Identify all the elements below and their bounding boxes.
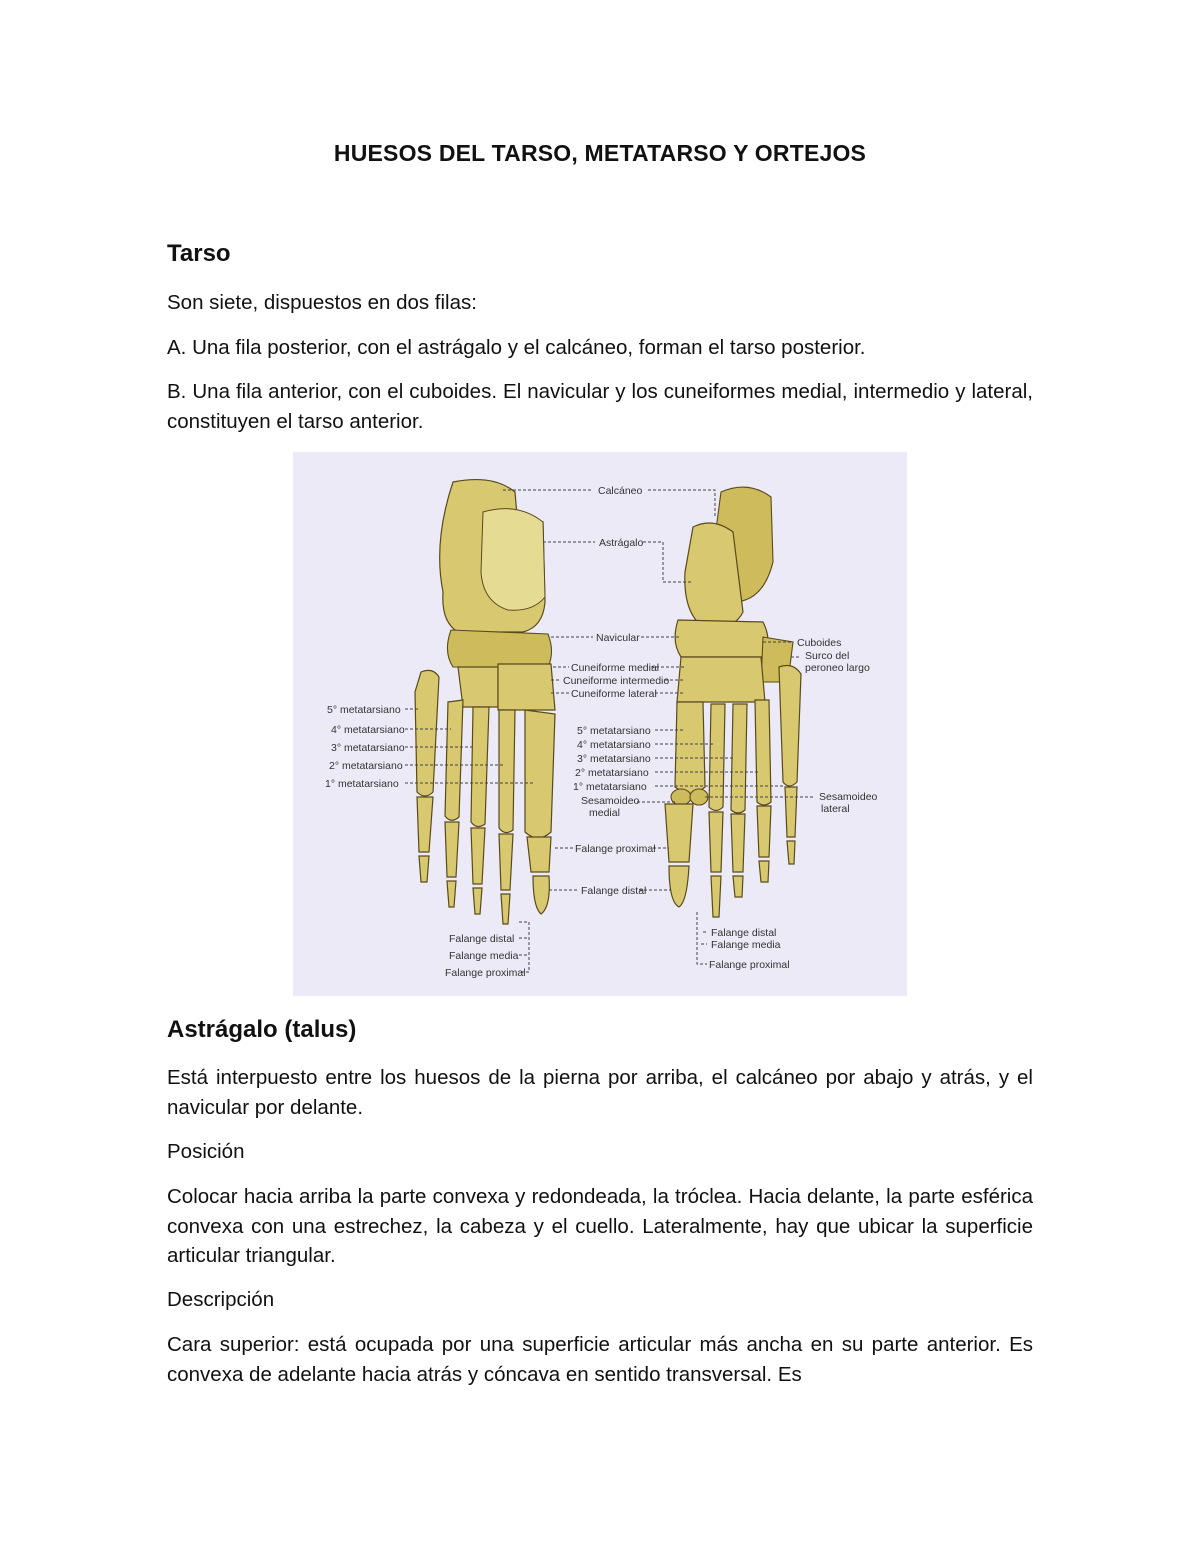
paragraph-tarso-a: A. Una fila posterior, con el astrágalo y el calcáneo, forman el tarso posterior.: [167, 336, 866, 359]
paragraph-posicion: Colocar hacia arriba la parte convexa y redondeada, la tróclea. Hacia delante, la parte esférica convexa con una estrechez, la cabeza y el cuello. Lateralmente, hay que ubicar la superficie articular triangular.: [167, 1185, 1033, 1267]
label-met4-left: 4° metatarsiano: [331, 724, 405, 736]
right-phalanx-3-proximal: [731, 814, 745, 872]
label-sesamoideo-lateral-2: lateral: [821, 803, 850, 815]
right-metatarsal-2: [709, 704, 725, 811]
paragraph-descripcion: Cara superior: está ocupada por una superficie articular más ancha en su parte anterior. Es convexa de adelante hacia atrás y cóncava en sentido transversal. Es: [167, 1333, 1033, 1386]
left-navicular: [447, 630, 551, 667]
label-falange-media-left: Falange media: [449, 950, 519, 962]
left-phalanx-2-proximal: [499, 834, 513, 890]
section-heading-astragalo: Astrágalo (talus): [167, 1016, 357, 1043]
section-heading-tarso: Tarso: [167, 240, 231, 267]
label-surco-1: Surco del: [805, 650, 850, 662]
left-phalanx-4-distal: [447, 881, 456, 907]
right-phalanx-3-distal: [733, 876, 743, 897]
right-cuneiforms: [677, 657, 765, 702]
label-descripcion: Descripción: [167, 1288, 275, 1311]
label-falange-distal-left: Falange distal: [449, 933, 515, 945]
label-falange-proximal-right: Falange proximal: [709, 959, 790, 971]
right-sesamoid-medial: [671, 789, 691, 805]
paragraph-tarso-b: B. Una fila anterior, con el cuboides. El navicular y los cuneiformes medial, intermedio y lateral, constituyen el tarso anterior.: [167, 380, 1033, 433]
right-metatarsal-3: [731, 704, 747, 813]
left-talus-trochlea: [481, 509, 545, 611]
left-phalanx-2-distal: [501, 894, 510, 924]
document-title: HUESOS DEL TARSO, METATARSO Y ORTEJOS: [333, 140, 867, 166]
label-cuneiforme-intermedio: Cuneiforme intermedio: [563, 675, 670, 687]
label-falange-proximal-left: Falange proximal: [445, 967, 526, 979]
label-cuneiforme-lateral: Cuneiforme lateral: [571, 688, 657, 700]
label-met1-mid: 1° metatarsiano: [573, 781, 647, 793]
label-surco-2: peroneo largo: [805, 662, 870, 674]
label-falange-distal-mid: Falange distal: [581, 885, 647, 897]
left-metatarsal-1: [525, 710, 555, 838]
left-metatarsal-2: [499, 710, 515, 833]
label-falange-distal-right: Falange distal: [711, 927, 777, 939]
left-phalanx-3-proximal: [471, 828, 485, 884]
right-navicular-cuboid: [675, 620, 768, 657]
label-navicular: Navicular: [596, 632, 640, 644]
right-phalanx-4-distal: [759, 861, 769, 882]
right-phalanx-4-proximal: [757, 806, 771, 857]
right-phalanx-2-proximal: [709, 812, 723, 872]
left-cuneiforms: [498, 664, 555, 710]
left-cuboid: [458, 667, 498, 707]
right-metatarsal-4: [755, 700, 771, 805]
left-phalanx-1-proximal: [527, 837, 551, 872]
right-phalanx-5-distal: [787, 841, 795, 864]
label-met4-mid: 4° metatarsiano: [577, 739, 651, 751]
left-phalanx-3-distal: [473, 888, 482, 914]
label-falange-proximal-mid: Falange proximal: [575, 843, 656, 855]
label-met2-mid: 2° metatarsiano: [575, 767, 649, 779]
label-met3-left: 3° metatarsiano: [331, 742, 405, 754]
right-phalanx-5-proximal: [785, 787, 797, 837]
label-sesamoideo-lateral-1: Sesamoideo: [819, 791, 878, 803]
label-met3-mid: 3° metatarsiano: [577, 753, 651, 765]
foot-bones-illustration: [293, 452, 907, 996]
label-falange-media-right: Falange media: [711, 939, 781, 951]
label-met5-left: 5° metatarsiano: [327, 704, 401, 716]
label-cuneiforme-medial: Cuneiforme medial: [571, 662, 660, 674]
label-sesamoideo-medial-2: medial: [589, 807, 620, 819]
right-phalanx-1-proximal: [665, 804, 693, 862]
foot-bones-figure: [293, 452, 907, 996]
label-met5-mid: 5° metatarsiano: [577, 725, 651, 737]
label-calcaneo: Calcáneo: [598, 485, 643, 497]
label-met2-left: 2° metatarsiano: [329, 760, 403, 772]
label-posicion: Posición: [167, 1140, 245, 1163]
left-phalanx-4-proximal: [445, 822, 459, 877]
right-metatarsal-5: [779, 666, 801, 786]
label-cuboides: Cuboides: [797, 637, 842, 649]
paragraph-astragalo-intro: Está interpuesto entre los huesos de la pierna por arriba, el calcáneo por abajo y atrás, y el navicular por delante.: [167, 1066, 1033, 1119]
paragraph-tarso-intro: Son siete, dispuestos en dos filas:: [167, 291, 477, 314]
right-metatarsal-1: [675, 702, 705, 794]
left-phalanx-5-distal: [419, 856, 429, 882]
label-astragalo: Astrágalo: [599, 537, 644, 549]
right-talus: [685, 523, 743, 628]
right-phalanx-2-distal: [711, 876, 721, 917]
label-met1-left: 1° metatarsiano: [325, 778, 399, 790]
label-sesamoideo-medial-1: Sesamoideo: [581, 795, 640, 807]
